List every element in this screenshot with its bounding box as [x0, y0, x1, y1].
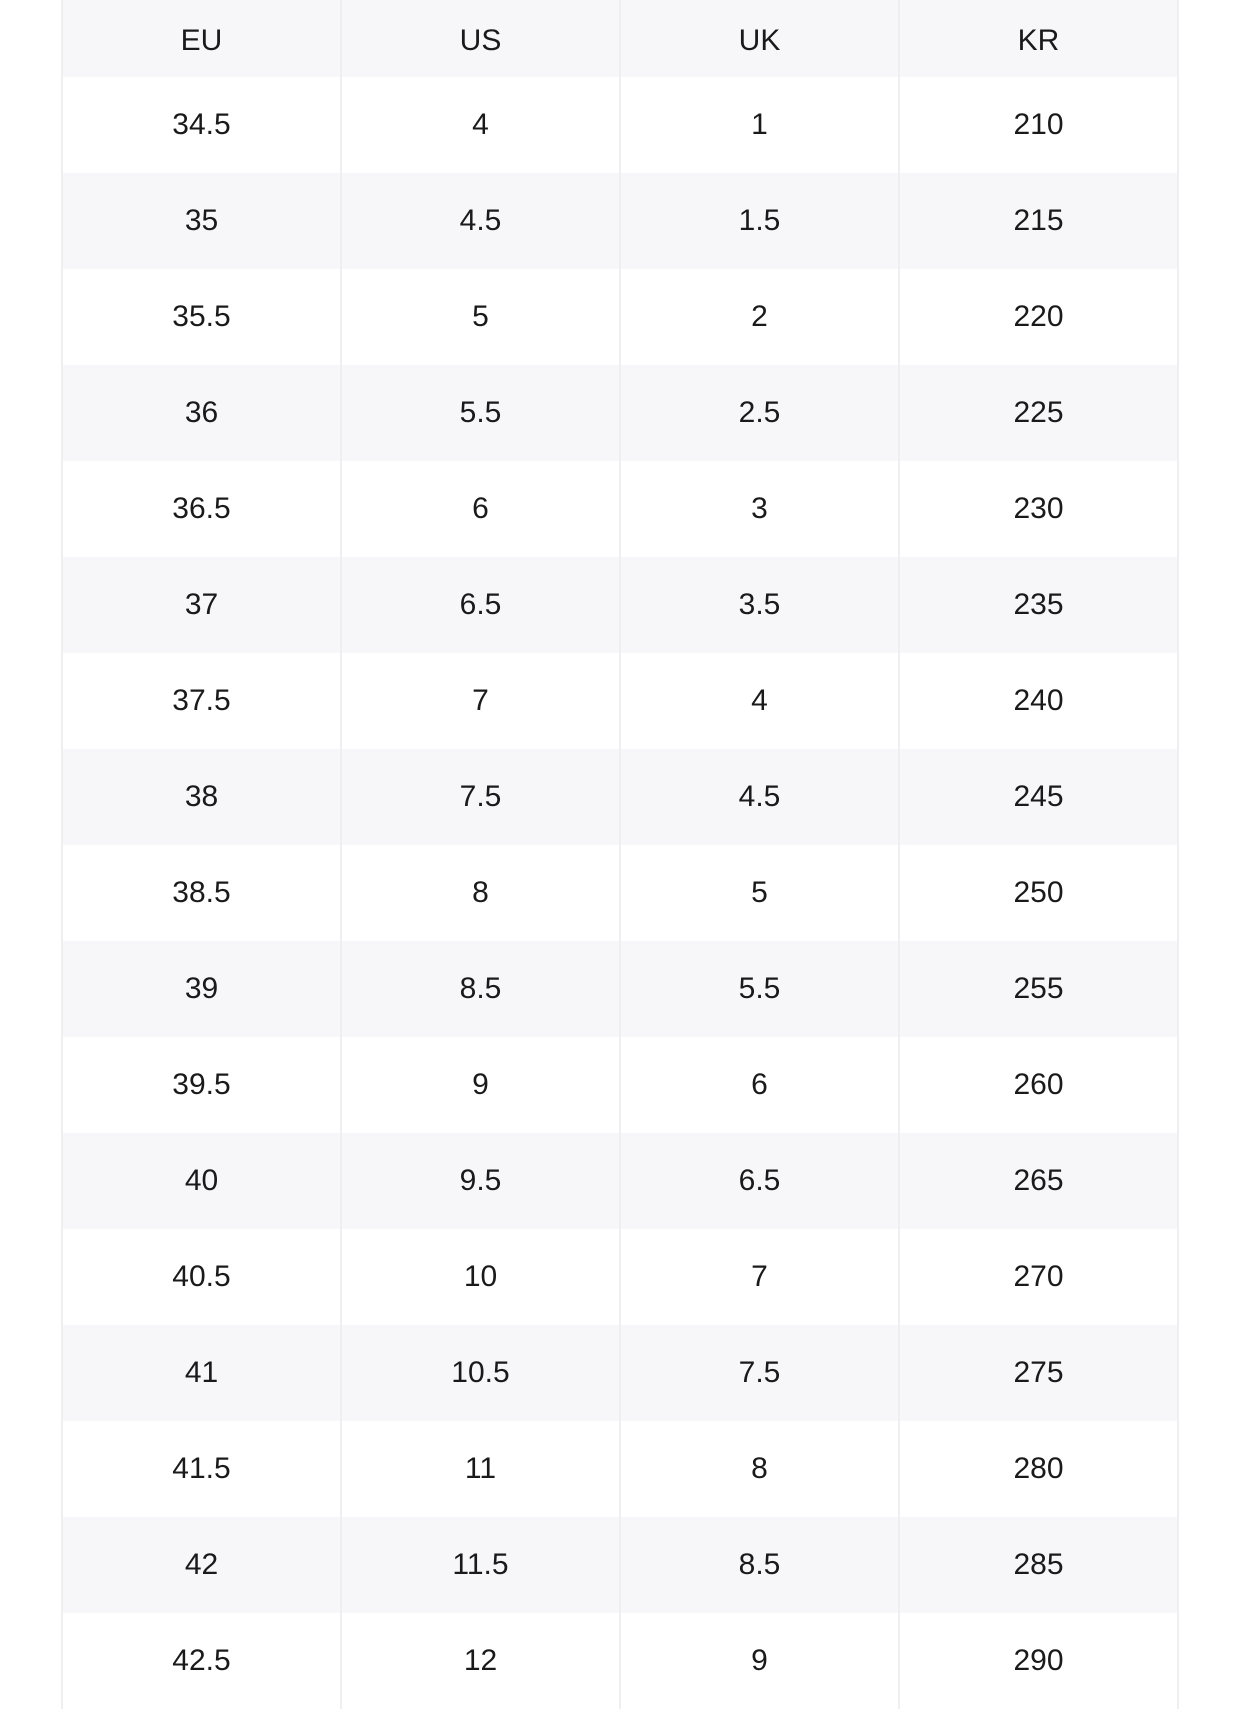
- cell-eu: 35.5: [62, 269, 341, 365]
- cell-us: 10: [341, 1229, 620, 1325]
- table-row: [62, 557, 1178, 653]
- cell-uk: 5.5: [620, 941, 899, 1037]
- cell-eu: 42.5: [62, 1613, 341, 1709]
- cell-eu: 37.5: [62, 653, 341, 749]
- cell-eu: 35: [62, 173, 341, 269]
- table-row: [62, 77, 1178, 173]
- table-row: [62, 173, 1178, 269]
- cell-uk: 4: [620, 653, 899, 749]
- cell-us: 5: [341, 269, 620, 365]
- cell-us: 7.5: [341, 749, 620, 845]
- cell-kr: 235: [899, 557, 1178, 653]
- table-row: [62, 1325, 1178, 1421]
- cell-kr: 255: [899, 941, 1178, 1037]
- cell-uk: 4.5: [620, 749, 899, 845]
- cell-kr: 250: [899, 845, 1178, 941]
- table-row: [62, 845, 1178, 941]
- table-row: [62, 1613, 1178, 1709]
- cell-uk: 5: [620, 845, 899, 941]
- cell-us: 7: [341, 653, 620, 749]
- cell-kr: 260: [899, 1037, 1178, 1133]
- cell-kr: 270: [899, 1229, 1178, 1325]
- cell-uk: 1: [620, 77, 899, 173]
- cell-us: 5.5: [341, 365, 620, 461]
- table-row: [62, 1037, 1178, 1133]
- cell-us: 11: [341, 1421, 620, 1517]
- cell-us: 4: [341, 77, 620, 173]
- cell-kr: 225: [899, 365, 1178, 461]
- cell-kr: 245: [899, 749, 1178, 845]
- cell-eu: 36.5: [62, 461, 341, 557]
- column-header-uk: UK: [620, 0, 899, 77]
- cell-uk: 7.5: [620, 1325, 899, 1421]
- column-header-eu: EU: [62, 0, 341, 77]
- cell-us: 10.5: [341, 1325, 620, 1421]
- cell-uk: 8: [620, 1421, 899, 1517]
- cell-eu: 36: [62, 365, 341, 461]
- cell-eu: 42: [62, 1517, 341, 1613]
- cell-eu: 39: [62, 941, 341, 1037]
- cell-uk: 8.5: [620, 1517, 899, 1613]
- table-header: [62, 0, 1178, 77]
- table-row: [62, 461, 1178, 557]
- table-row: [62, 1421, 1178, 1517]
- cell-us: 4.5: [341, 173, 620, 269]
- size-chart: [61, 0, 1179, 1709]
- cell-us: 9: [341, 1037, 620, 1133]
- cell-kr: 280: [899, 1421, 1178, 1517]
- cell-eu: 40: [62, 1133, 341, 1229]
- cell-kr: 290: [899, 1613, 1178, 1709]
- cell-uk: 1.5: [620, 173, 899, 269]
- cell-uk: 3.5: [620, 557, 899, 653]
- table-row: [62, 1517, 1178, 1613]
- table-row: [62, 653, 1178, 749]
- cell-kr: 220: [899, 269, 1178, 365]
- cell-kr: 210: [899, 77, 1178, 173]
- cell-us: 6: [341, 461, 620, 557]
- cell-kr: 285: [899, 1517, 1178, 1613]
- cell-eu: 40.5: [62, 1229, 341, 1325]
- cell-us: 9.5: [341, 1133, 620, 1229]
- cell-uk: 2: [620, 269, 899, 365]
- cell-uk: 2.5: [620, 365, 899, 461]
- cell-uk: 3: [620, 461, 899, 557]
- cell-eu: 34.5: [62, 77, 341, 173]
- cell-us: 6.5: [341, 557, 620, 653]
- cell-eu: 41: [62, 1325, 341, 1421]
- cell-kr: 275: [899, 1325, 1178, 1421]
- cell-eu: 41.5: [62, 1421, 341, 1517]
- cell-eu: 39.5: [62, 1037, 341, 1133]
- table-row: [62, 269, 1178, 365]
- column-header-kr: KR: [899, 0, 1178, 77]
- size-conversion-table: [61, 0, 1179, 1709]
- cell-us: 8.5: [341, 941, 620, 1037]
- cell-uk: 9: [620, 1613, 899, 1709]
- cell-kr: 230: [899, 461, 1178, 557]
- cell-us: 8: [341, 845, 620, 941]
- cell-us: 12: [341, 1613, 620, 1709]
- cell-uk: 6.5: [620, 1133, 899, 1229]
- table-row: [62, 365, 1178, 461]
- cell-eu: 38.5: [62, 845, 341, 941]
- table-row: [62, 1229, 1178, 1325]
- table-row: [62, 1133, 1178, 1229]
- table-body: [62, 77, 1178, 1709]
- column-header-us: US: [341, 0, 620, 77]
- header-row: [62, 0, 1178, 77]
- cell-eu: 38: [62, 749, 341, 845]
- cell-uk: 7: [620, 1229, 899, 1325]
- cell-uk: 6: [620, 1037, 899, 1133]
- cell-kr: 240: [899, 653, 1178, 749]
- table-row: [62, 749, 1178, 845]
- table-row: [62, 941, 1178, 1037]
- cell-us: 11.5: [341, 1517, 620, 1613]
- cell-kr: 265: [899, 1133, 1178, 1229]
- cell-eu: 37: [62, 557, 341, 653]
- cell-kr: 215: [899, 173, 1178, 269]
